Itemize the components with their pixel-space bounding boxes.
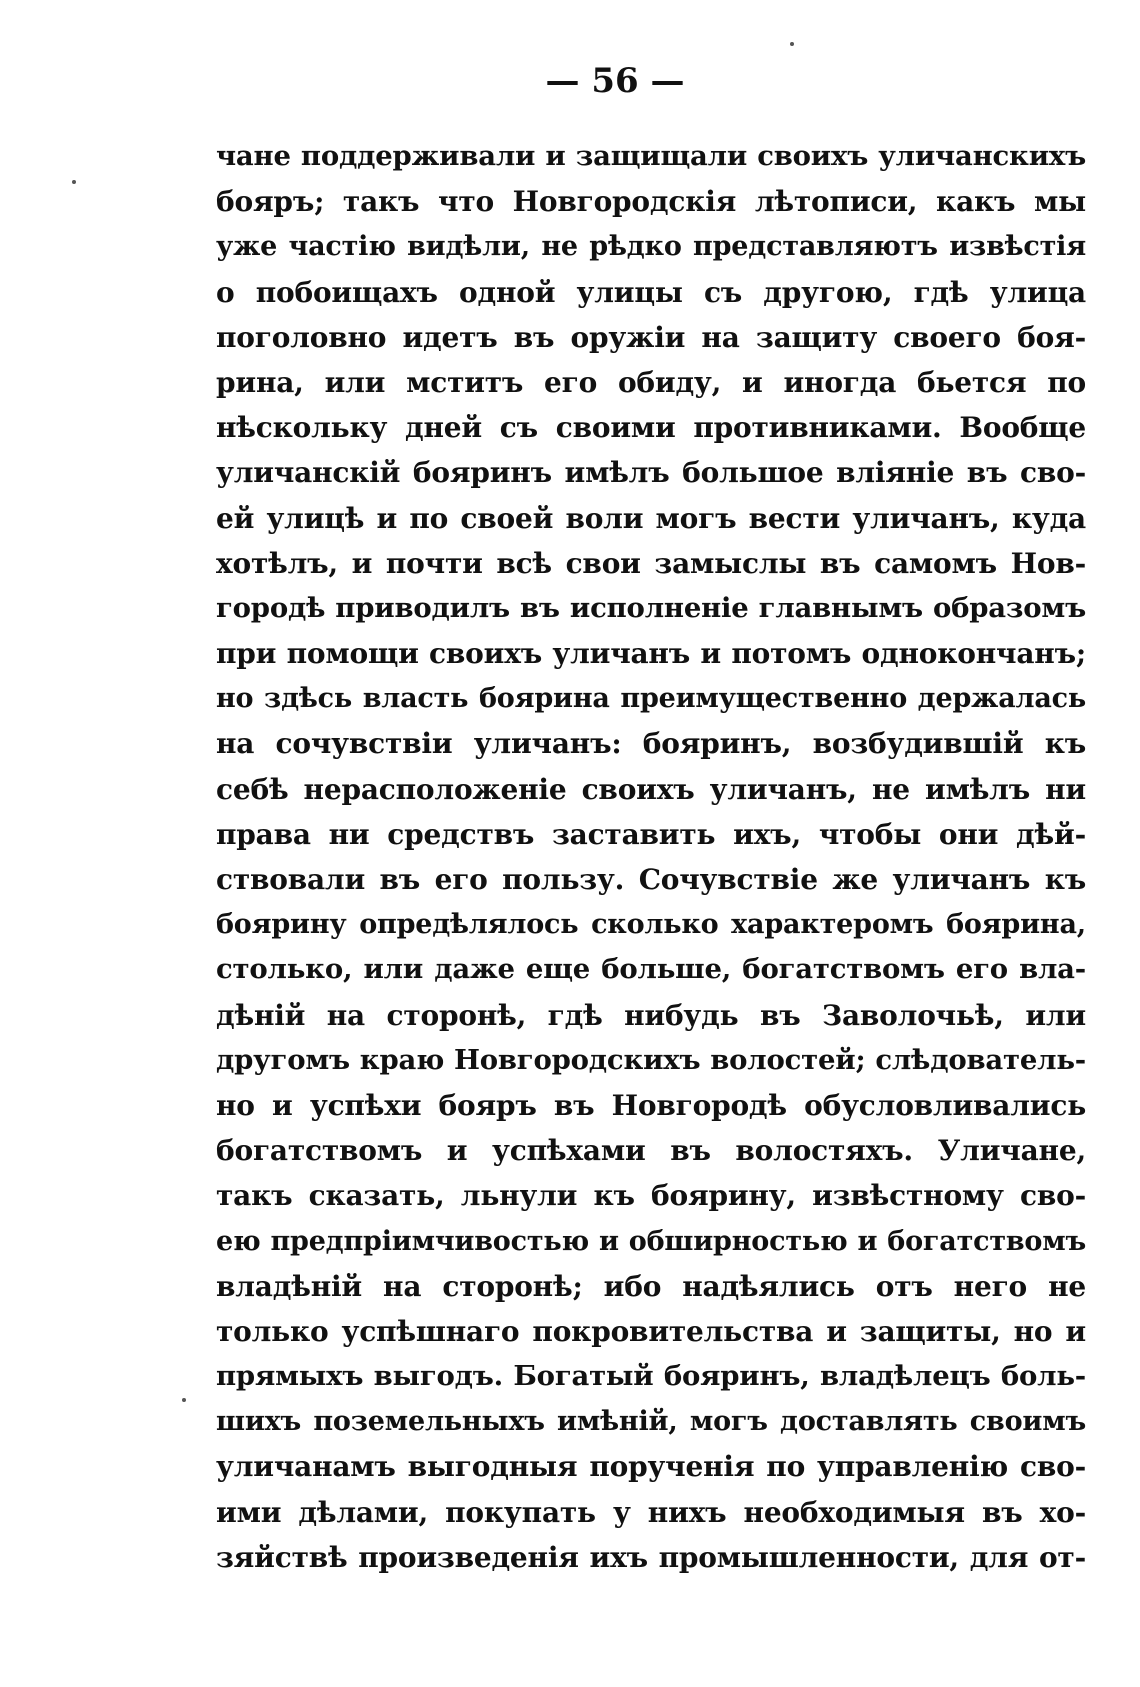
text-line: другомъ краю Новгородскихъ волостей; слѣдователь- — [216, 1043, 1086, 1076]
text-line: бояръ; такъ что Новгородскія лѣтописи, какъ мы — [216, 185, 1086, 219]
text-line: ими дѣлами, покупать у нихъ необходимыя въ хо- — [216, 1495, 1086, 1529]
text-line: права ни средствъ заставить ихъ, чтобы они дѣй- — [216, 817, 1086, 851]
text-line: ей улицѣ и по своей воли могъ вести уличанъ, куда — [216, 501, 1086, 535]
text-line: чане поддерживали и защищали своихъ уличанскихъ — [216, 140, 1086, 172]
text-line: себѣ нерасположеніе своихъ уличанъ, не имѣлъ ни — [216, 772, 1086, 806]
text-line: ствовали въ его пользу. Сочувствіе же уличанъ къ — [216, 863, 1086, 896]
text-line: прямыхъ выгодъ. Богатый бояринъ, владѣлецъ боль- — [216, 1360, 1086, 1393]
text-line: о побоищахъ одной улицы съ другою, гдѣ улица — [216, 275, 1086, 309]
text-line: ею предпріимчивостью и обширностью и богатствомъ — [216, 1225, 1086, 1257]
text-line: шихъ поземельныхъ имѣній, могъ доставлять своимъ — [216, 1406, 1086, 1438]
body-text — [216, 134, 1086, 1580]
scan-speck — [72, 180, 76, 184]
text-line: такъ сказать, льнули къ боярину, извѣстному сво- — [216, 1179, 1086, 1213]
text-line: боярину опредѣлялось сколько характеромъ боярина, — [216, 909, 1086, 941]
text-line: нѣскольку дней съ своими противниками. Вообще — [216, 411, 1086, 445]
page-number: — 56 — — [545, 61, 685, 101]
text-line: зяйствѣ произведенія ихъ промышленности, для от- — [216, 1540, 1086, 1574]
scan-speck — [790, 42, 794, 46]
text-line: только успѣшнаго покровительства и защиты, но и — [216, 1314, 1086, 1348]
scan-speck — [182, 1398, 186, 1402]
text-line: но и успѣхи бояръ въ Новгородѣ обусловливались — [216, 1088, 1086, 1122]
text-line: поголовно идетъ въ оружіи на защиту своего боя- — [216, 320, 1086, 354]
text-line: владѣній на сторонѣ; ибо надѣялись отъ него не — [216, 1269, 1086, 1303]
text-line: но здѣсь власть боярина преимущественно держалась — [216, 683, 1086, 715]
text-line: уже частію видѣли, не рѣдко представляютъ извѣстія — [216, 231, 1086, 263]
text-line: городѣ приводилъ въ исполненіе главнымъ образомъ — [216, 591, 1086, 624]
text-line: при помощи своихъ уличанъ и потомъ однокончанъ; — [216, 637, 1086, 671]
text-line: богатствомъ и успѣхами въ волостяхъ. Уличане, — [216, 1134, 1086, 1168]
text-line: рина, или мститъ его обиду, и иногда бьется по — [216, 365, 1086, 399]
text-line: уличанамъ выгодныя порученія по управленію сво- — [216, 1450, 1086, 1484]
text-line: на сочувствіи уличанъ: бояринъ, возбудившій къ — [216, 727, 1086, 761]
text-line: дѣній на сторонѣ, гдѣ нибудь въ Заволочьѣ, или — [216, 998, 1086, 1032]
text-line: столько, или даже еще больше, богатствомъ его вла- — [216, 953, 1086, 986]
text-line: уличанскій бояринъ имѣлъ большое вліяніе въ сво- — [216, 456, 1086, 490]
text-line: хотѣлъ, и почти всѣ свои замыслы въ самомъ Нов- — [216, 546, 1086, 580]
